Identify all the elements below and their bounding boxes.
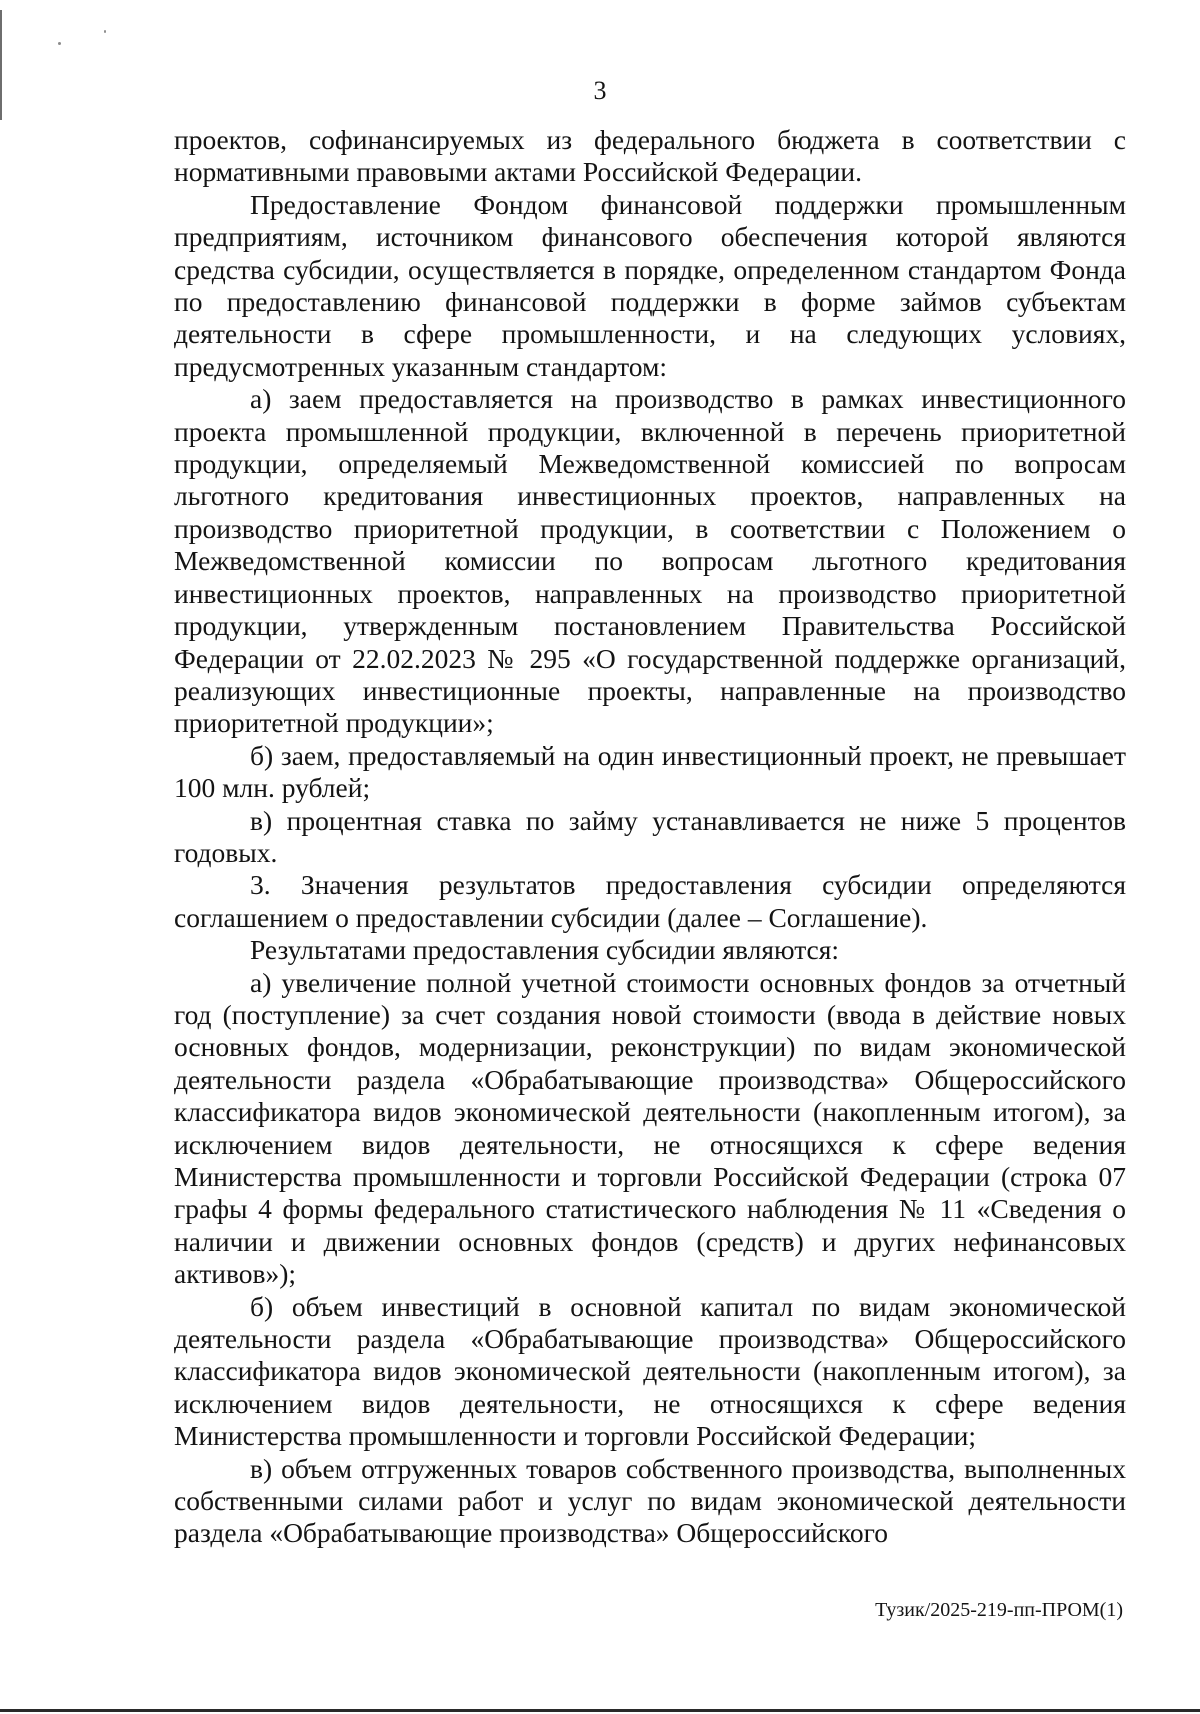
document-code: Тузик/2025-219-пп-ПРОМ(1) (875, 1599, 1123, 1621)
paragraph: а) увеличение полной учетной стоимости основных фондов за отчетный год (поступление) за счет создания новой стоимости (ввода в действие новых основных фондов, модернизации, реконструкции) по видам экономической деятельности раздела «Обрабатывающие производства» Общероссийского классификатора видов экономической деятельности (накопленным итогом), за исключением видов деятельности, не относящихся к сфере ведения Министерства промышленности и торговли Российской Федерации (строка 07 графы 4 формы федерального статистического наблюдения № 11 «Сведения о наличии и движении основных фондов (средств) и других нефинансовых активов»); (174, 966, 1126, 1290)
document-body (174, 124, 1126, 1550)
paragraph: проектов, софинансируемых из федерального бюджета в соответствии с нормативными правовыми актами Российской Федерации. (174, 124, 1126, 188)
scan-speck (58, 42, 61, 45)
paragraph: в) процентная ставка по займу устанавливается не ниже 5 процентов годовых. (174, 804, 1126, 868)
page-number: 3 (593, 76, 607, 105)
paragraph: Результатами предоставления субсидии являются: (250, 934, 840, 966)
paragraph: Предоставление Фондом финансовой поддержки промышленным предприятиям, источником финансового обеспечения которой являются средства субсидии, осуществляется в порядке, определенном стандартом Фонда по предоставлению финансовой поддержки в форме займов субъектам деятельности в сфере промышленности, и на следующих условиях, предусмотренных указанным стандартом: (174, 188, 1126, 382)
paragraph: б) заем, предоставляемый на один инвестиционный проект, не превышает 100 млн. рублей; (174, 739, 1126, 804)
paragraph: б) объем инвестиций в основной капитал по видам экономической деятельности раздела «Обрабатывающие производства» Общероссийского классификатора видов экономической деятельности (накопленным итогом), за исключением видов деятельности, не относящихся к сфере ведения Министерства промышленности и торговли Российской Федерации; (174, 1290, 1126, 1452)
paragraph: а) заем предоставляется на производство в рамках инвестиционного проекта промышленной продукции, включенной в перечень приоритетной продукции, определяемый Межведомственной комиссией по вопросам льготного кредитования инвестиционных проектов, направленных на производство приоритетной продукции, в соответствии с Положением о Межведомственной комиссии по вопросам льготного кредитования инвестиционных проектов, направленных на производство приоритетной продукции, утвержденным постановлением Правительства Российской Федерации от 22.02.2023 № 295 «О государственной поддержке организаций, реализующих инвестиционные проекты, направленные на производство приоритетной продукции»; (174, 383, 1126, 739)
scan-bottom-edge (0, 1709, 1200, 1712)
paragraph: в) объем отгруженных товаров собственного производства, выполненных собственными силами работ и услуг по видам экономической деятельности раздела «Обрабатывающие производства» Общероссийского (174, 1452, 1126, 1549)
scan-speck (104, 30, 106, 33)
paragraph: 3. Значения результатов предоставления субсидии определяются соглашением о предоставлении субсидии (далее – Соглашение). (174, 869, 1126, 933)
